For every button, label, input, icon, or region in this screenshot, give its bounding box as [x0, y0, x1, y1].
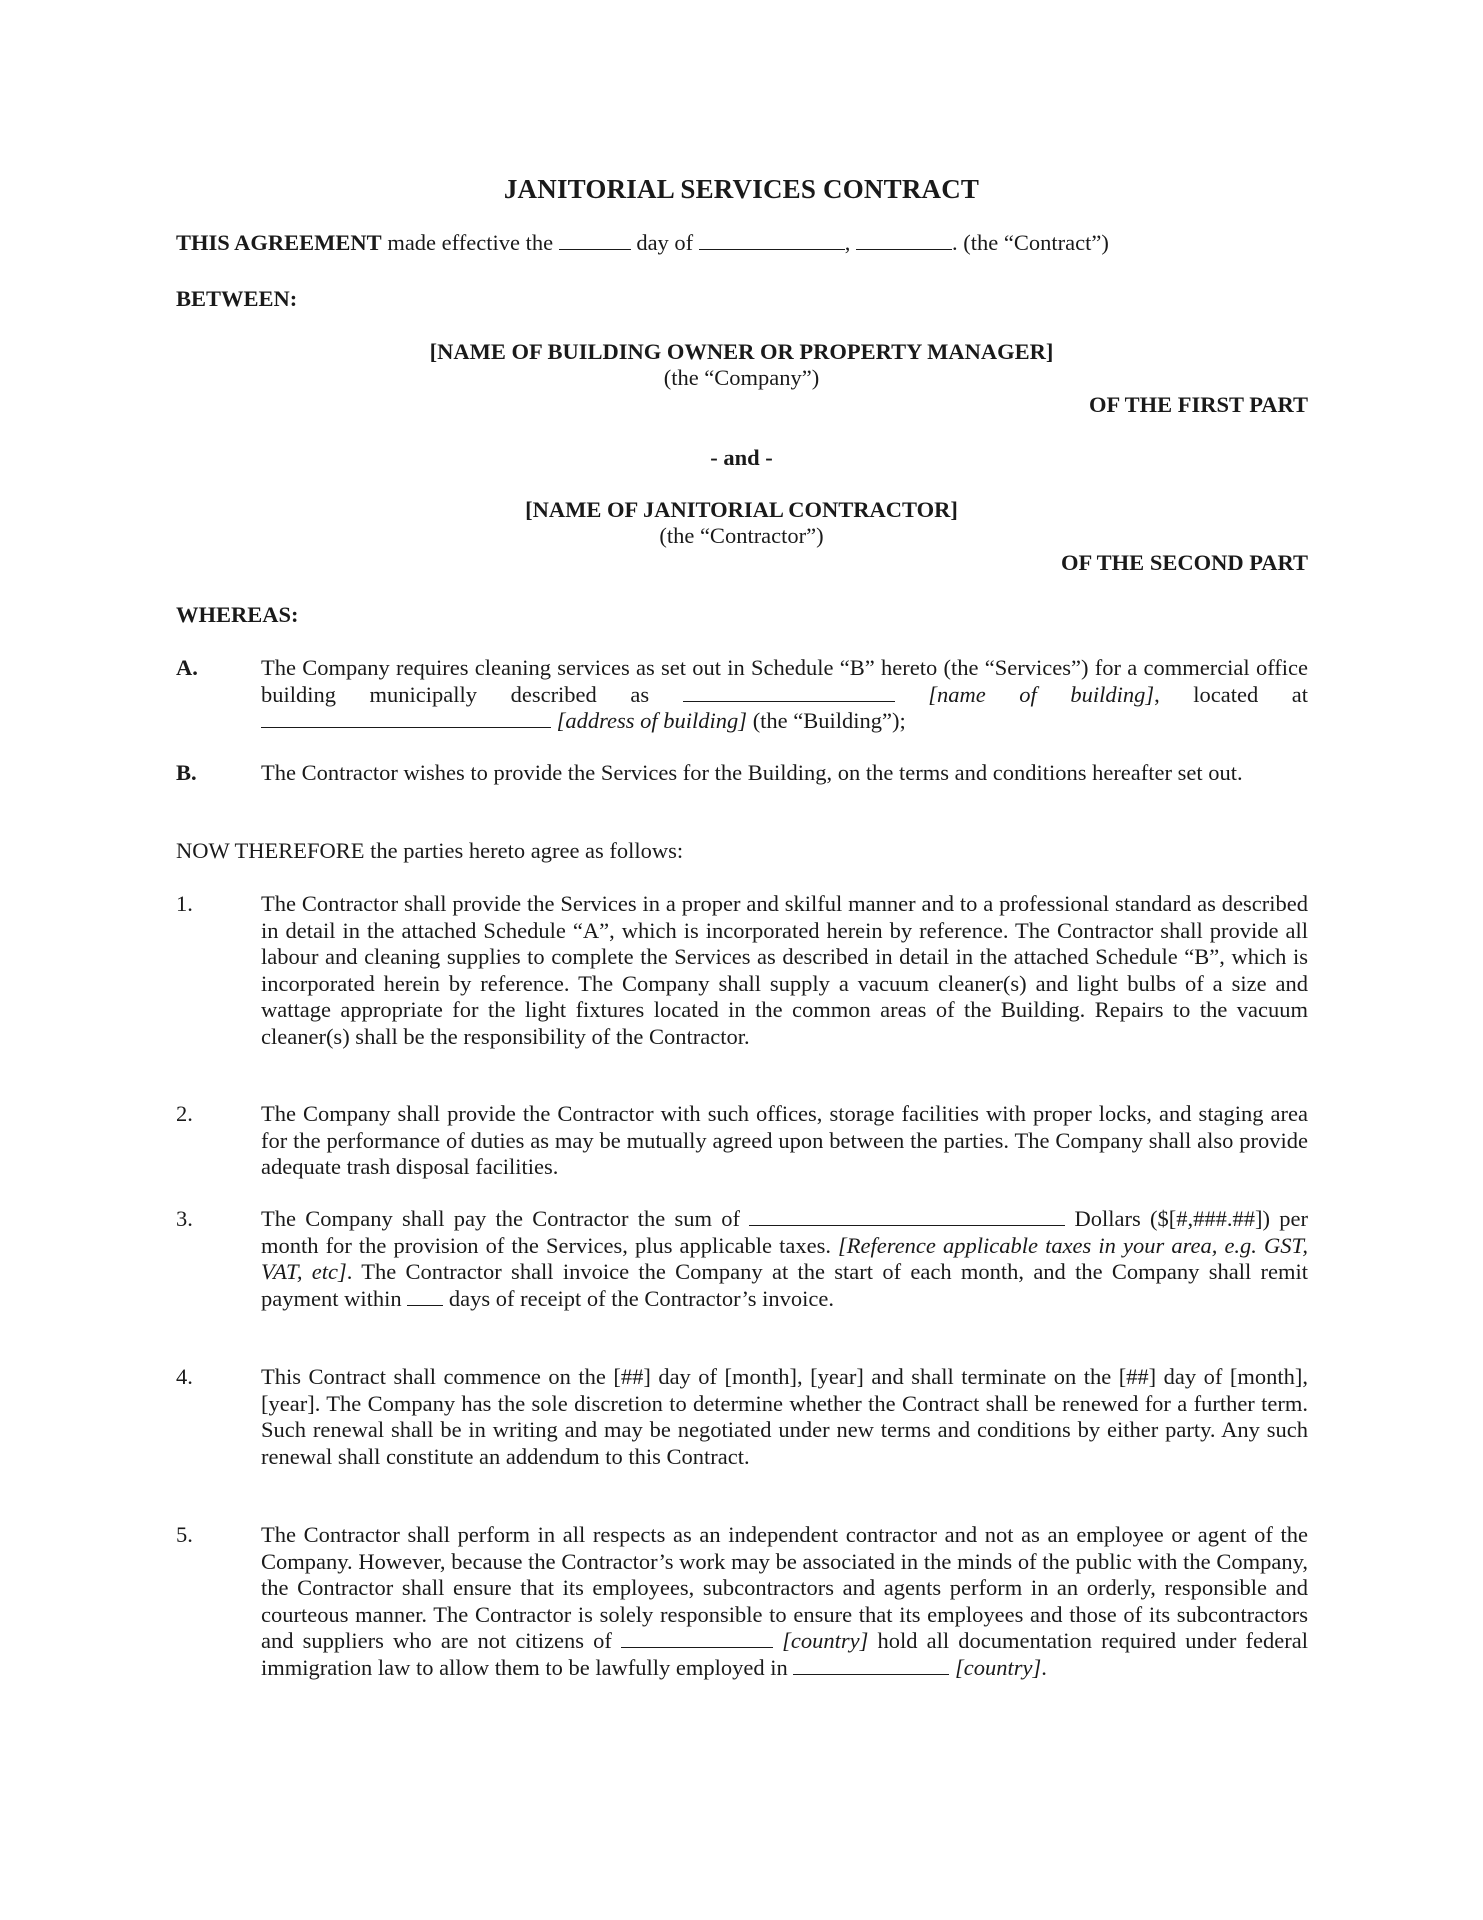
recital-body: The Contractor wishes to provide the Services for the Building, on the terms and conditions hereafter set out. — [261, 760, 1243, 785]
recital-marker: A. — [176, 655, 198, 680]
recital-a-italic-2: [address of building] — [556, 708, 748, 733]
clause-4 — [176, 1364, 1308, 1470]
clause-body — [261, 1522, 1308, 1681]
building-name-blank — [683, 683, 895, 702]
clause-5-text-1: The Contractor shall perform in all respects as an independent contractor and not as an employee or agent of the Company. However, because the Contractor’s work may be associated in the minds of the public with the Company, the Contractor shall ensure that its employees, subcontractors and agents perform in an orderly, responsible and courteous manner. The Contractor is solely responsible to ensure that its employees and those of its subcontractors and suppliers who are not citizens of — [261, 1522, 1308, 1653]
clause-body: The Company shall provide the Contractor with such offices, storage facilities with proper locks, and staging area for the performance of duties as may be mutually agreed upon between the parties. The Company shall also provide adequate trash disposal facilities. — [261, 1101, 1308, 1179]
year-blank — [856, 231, 952, 250]
clause-5-italic-2: [country] — [955, 1654, 1042, 1680]
clause-body — [261, 1206, 1308, 1312]
recital-a-text-1: The Company requires cleaning services as set out in Schedule “B” hereto (the “Services”) for a commercial office building municipally described as — [261, 655, 1308, 707]
recital-marker: B. — [176, 760, 197, 785]
clause-5-italic-1: [country] — [782, 1628, 869, 1653]
country-blank-2 — [793, 1656, 949, 1675]
agreement-text-3: , — [844, 230, 857, 255]
whereas-label: WHEREAS: — [176, 602, 299, 627]
party1-name: [NAME OF BUILDING OWNER OR PROPERTY MANAGER] — [429, 339, 1054, 364]
recital-a — [176, 655, 1308, 735]
month-blank — [699, 231, 845, 250]
recital-b — [176, 760, 1308, 787]
between-label: BETWEEN: — [176, 286, 298, 311]
agreement-text-1: made effective the — [381, 230, 559, 255]
agreement-line — [176, 230, 1308, 257]
clause-3 — [176, 1206, 1308, 1312]
building-address-blank — [261, 709, 551, 728]
clause-body: This Contract shall commence on the [##] day of [month], [year] and shall terminate on the [##] day of [month], [year]. The Company has the sole discretion to determine whether the Contract shall be renewed for a further term. Such renewal shall be in writing and may be negotiated under new terms and conditions by either party. Any such renewal shall constitute an addendum to this Contract. — [261, 1364, 1308, 1469]
party2-name: [NAME OF JANITORIAL CONTRACTOR] — [525, 497, 958, 522]
party1-role: (the “Company”) — [663, 365, 820, 390]
amount-words-blank — [749, 1207, 1065, 1226]
payment-days-blank — [407, 1287, 443, 1306]
clause-marker: 3. — [176, 1206, 193, 1231]
clause-5 — [176, 1522, 1308, 1681]
recital-a-text-3: (the “Building”); — [747, 708, 906, 733]
clause-5-text-3: . — [1041, 1654, 1047, 1680]
clause-marker: 5. — [176, 1522, 193, 1547]
clause-1 — [176, 891, 1308, 1050]
clause-marker: 1. — [176, 891, 193, 916]
now-therefore: NOW THEREFORE the parties hereto agree as follows: — [176, 838, 684, 863]
clause-2 — [176, 1101, 1308, 1181]
clause-body: The Contractor shall provide the Services in a proper and skilful manner and to a professional standard as described in detail in the attached Schedule “A”, which is incorporated herein by reference. The Contractor shall provide all labour and cleaning supplies to complete the Services as described in detail in the attached Schedule “B”, which is incorporated herein by reference. The Company shall supply a vacuum cleaner(s) and light bulbs of a size and wattage appropriate for the light fixtures located in the common areas of the Building. Repairs to the vacuum cleaner(s) shall be the responsibility of the Contractor. — [261, 891, 1308, 1049]
clause-3-text-4: days of receipt of the Contractor’s invoice. — [443, 1285, 834, 1311]
clause-3-italic: [Reference applicable taxes in your area, e.g. GST, VAT, etc] — [261, 1232, 1308, 1284]
document-title: JANITORIAL SERVICES CONTRACT — [503, 174, 980, 204]
recital-a-text-2: , located at — [1154, 681, 1309, 707]
party2-role: (the “Contractor”) — [659, 523, 824, 548]
agreement-text-2: day of — [630, 230, 699, 255]
country-blank-1 — [621, 1629, 773, 1648]
clause-marker: 2. — [176, 1101, 193, 1126]
clause-5-text-2: hold all documentation required under federal immigration law to allow them to be lawfully employed in — [261, 1628, 1308, 1680]
agreement-text-4: . (the “Contract”) — [952, 230, 1109, 255]
clause-3-text-3: . The Contractor shall invoice the Company at the start of each month, and the Company shall remit payment within — [261, 1259, 1308, 1311]
recital-a-italic-1: [name of building] — [928, 681, 1155, 707]
and-separator: - and - — [710, 445, 773, 470]
clause-3-text-1: The Company shall pay the Contractor the sum of — [261, 1206, 750, 1231]
clause-3-text-2: Dollars ($[#,###.##]) per month for the provision of the Services, plus applicable taxes. — [261, 1206, 1309, 1258]
party2-part: OF THE SECOND PART — [1061, 550, 1308, 575]
clause-marker: 4. — [176, 1364, 193, 1389]
recital-body — [261, 655, 1308, 735]
party1-part: OF THE FIRST PART — [1088, 392, 1308, 417]
agreement-lead: THIS AGREEMENT — [176, 230, 382, 255]
day-blank — [559, 231, 631, 250]
